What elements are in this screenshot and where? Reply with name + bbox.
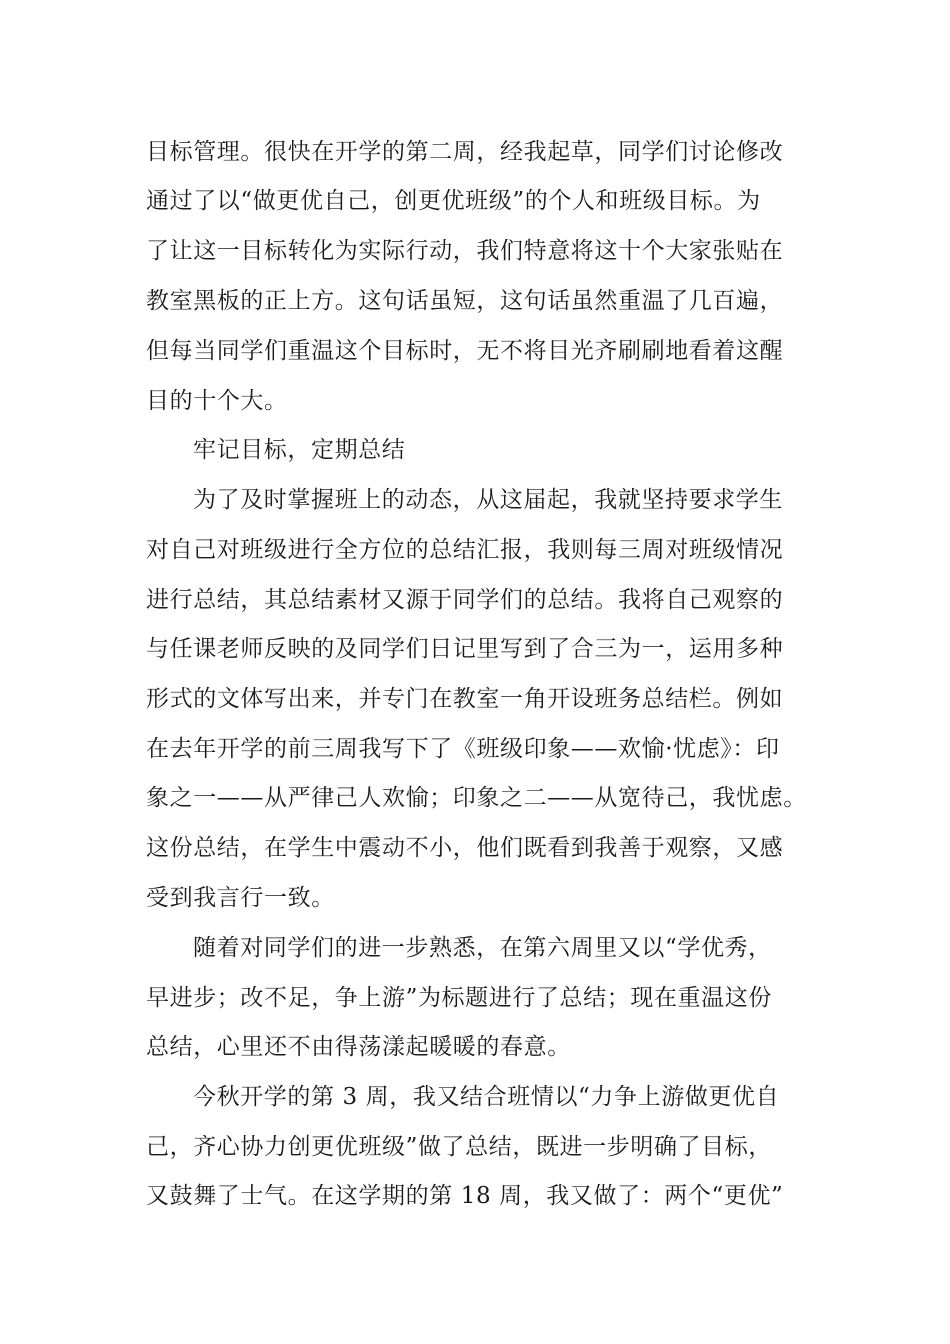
text-line: 象之一——从严律己人欢愉；印象之二——从宽待己，我忧虑。 bbox=[146, 785, 807, 811]
text-line: 这份总结，在学生中震动不小，他们既看到我善于观察，又感 bbox=[146, 835, 784, 861]
text-line: 又鼓舞了士气。在这学期的第 18 周，我又做了：两个“更优” bbox=[146, 1183, 784, 1209]
text-line: 目的十个大。 bbox=[146, 388, 288, 414]
text-line: 总结，心里还不由得荡漾起暖暖的春意。 bbox=[146, 1034, 571, 1060]
text-line: 目标管理。很快在开学的第二周，经我起草，同学们讨论修改 bbox=[146, 139, 784, 165]
text-line: 早进步；改不足，争上游”为标题进行了总结；现在重温这份 bbox=[146, 985, 772, 1011]
text-line: 今秋开学的第 3 周，我又结合班情以“力争上游做更优自 bbox=[193, 1084, 780, 1110]
text-line: 己，齐心协力创更优班级”做了总结，既进一步明确了目标， bbox=[146, 1134, 772, 1160]
text-line: 受到我言行一致。 bbox=[146, 885, 335, 911]
text-line: 形式的文体写出来，并专门在教室一角开设班务总结栏。例如 bbox=[146, 686, 784, 712]
text-line: 对自己对班级进行全方位的总结汇报，我则每三周对班级情况 bbox=[146, 537, 784, 563]
text-line: 在去年开学的前三周我写下了《班级印象——欢愉·忧虑》：印 bbox=[146, 736, 780, 762]
text-line: 了让这一目标转化为实际行动，我们特意将这十个大家张贴在 bbox=[146, 238, 784, 264]
text-line: 进行总结，其总结素材又源于同学们的总结。我将自己观察的 bbox=[146, 587, 784, 613]
text-line: 教室黑板的正上方。这句话虽短，这句话虽然重温了几百遍， bbox=[146, 288, 784, 314]
text-line: 但每当同学们重温这个目标时，无不将目光齐刷刷地看着这醒 bbox=[146, 338, 784, 364]
text-line: 通过了以“做更优自己，创更优班级”的个人和班级目标。为 bbox=[146, 188, 761, 214]
section-heading: 牢记目标，定期总结 bbox=[193, 437, 406, 463]
text-line: 为了及时掌握班上的动态，从这届起，我就坚持要求学生 bbox=[193, 487, 783, 513]
text-line: 与任课老师反映的及同学们日记里写到了合三为一，运用多种 bbox=[146, 636, 784, 662]
text-line: 随着对同学们的进一步熟悉，在第六周里又以“学优秀， bbox=[193, 935, 772, 961]
